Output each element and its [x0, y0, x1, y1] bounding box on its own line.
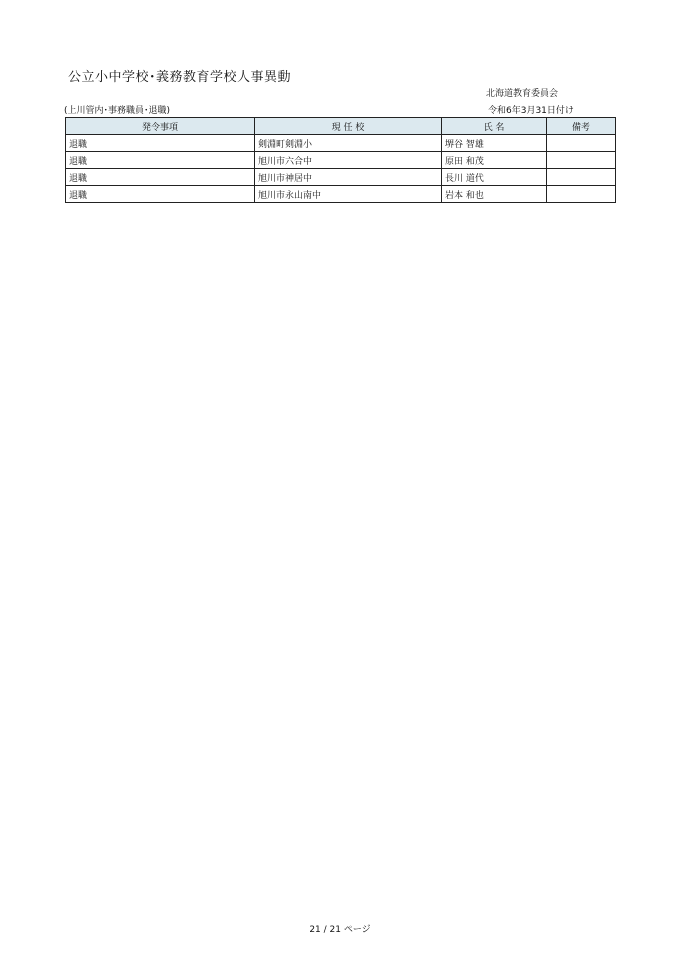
cell-remarks — [547, 169, 616, 186]
cell-name: 長川 道代 — [442, 169, 547, 186]
table-header-row — [66, 118, 616, 135]
cell-current-school: 旭川市神居中 — [255, 169, 442, 186]
table-row — [66, 186, 616, 203]
page-number: 21 / 21 ページ — [309, 925, 371, 935]
cell-order-item: 退職 — [66, 169, 255, 186]
cell-name: 岩本 和也 — [442, 186, 547, 203]
header-remarks: 備考 — [547, 118, 616, 135]
table-row — [66, 169, 616, 186]
cell-current-school: 剣淵町剣淵小 — [255, 135, 442, 152]
cell-remarks — [547, 186, 616, 203]
cell-remarks — [547, 135, 616, 152]
table-row — [66, 135, 616, 152]
cell-current-school: 旭川市永山南中 — [255, 186, 442, 203]
header-name: 氏 名 — [442, 118, 547, 135]
cell-remarks — [547, 152, 616, 169]
cell-name: 堺谷 智雄 — [442, 135, 547, 152]
header-order-item: 発令事項 — [66, 118, 255, 135]
table-row — [66, 152, 616, 169]
personnel-table — [65, 117, 616, 203]
cell-order-item: 退職 — [66, 186, 255, 203]
document-title: 公立小中学校･義務教育学校人事異動 — [68, 70, 292, 85]
cell-name: 原田 和茂 — [442, 152, 547, 169]
effective-date: 令和6年3月31日付け — [488, 106, 574, 116]
cell-current-school: 旭川市六合中 — [255, 152, 442, 169]
cell-order-item: 退職 — [66, 152, 255, 169]
issuer-name: 北海道教育委員会 — [486, 89, 559, 99]
document-subtitle: (上川管内･事務職員･退職) — [64, 106, 171, 116]
header-current-school: 現 任 校 — [255, 118, 442, 135]
cell-order-item: 退職 — [66, 135, 255, 152]
